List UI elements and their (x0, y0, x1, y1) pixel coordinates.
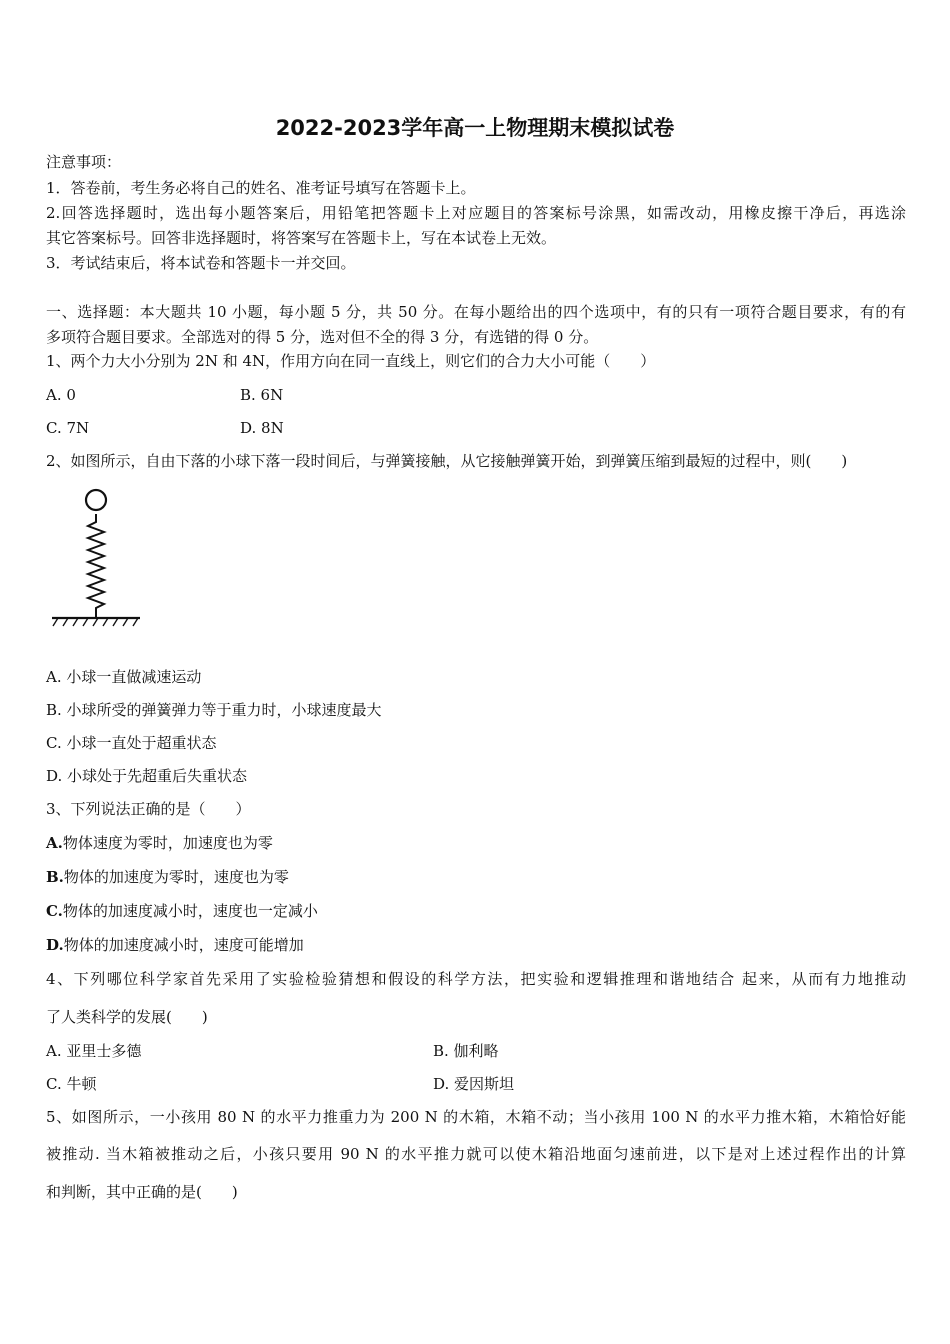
question-4-option-a: A. 亚里士多德 (46, 1042, 142, 1060)
option-letter: D. (46, 936, 64, 954)
question-3-option-c (46, 901, 318, 921)
notice-item: 1．答卷前，考生务必将自己的姓名、准考证号填写在答题卡上。 (46, 179, 476, 197)
question-1-option-a: A. 0 (46, 386, 76, 404)
question-2-option-a: A. 小球一直做减速运动 (46, 668, 202, 686)
question-2-option-c: C. 小球一直处于超重状态 (46, 734, 217, 752)
question-5-stem: 5、如图所示，一小孩用 80 N 的水平力推重力为 200 N 的木箱，木箱不动；当小孩用 100 N 的水平力推木箱，木箱恰好能 (46, 1108, 906, 1126)
section-instructions: 多项符合题目要求。全部选对的得 5 分，选对但不全的得 3 分，有选错的得 0 分。 (46, 328, 599, 346)
question-1-option-d: D. 8N (240, 419, 284, 437)
question-3-stem: 3、下列说法正确的是（ ） (46, 800, 251, 818)
section-instructions: 一、选择题：本大题共 10 小题，每小题 5 分，共 50 分。在每小题给出的四个选项中，有的只有一项符合题目要求，有的有 (46, 303, 906, 321)
option-text: 物体的加速度减小时，速度也一定减小 (62, 902, 318, 920)
question-2-stem: 2、如图所示，自由下落的小球下落一段时间后，与弹簧接触，从它接触弹簧开始，到弹簧压缩到最短的过程中，则( ) (46, 452, 848, 470)
question-4-stem: 了人类科学的发展( ) (46, 1008, 208, 1026)
option-text: 物体的加速度为零时，速度也为零 (63, 868, 289, 886)
question-4-stem: 4、下列哪位科学家首先采用了实验检验猜想和假设的科学方法，把实验和逻辑推理和谐地结合 起来，从而有力地推动 (46, 970, 906, 988)
page-title: 2022-2023学年高一上物理期末模拟试卷 (275, 116, 675, 140)
question-3-option-b (46, 867, 289, 887)
spring-shape (88, 514, 104, 618)
question-3-option-a (46, 833, 273, 853)
option-letter: C. (46, 902, 63, 920)
ball-shape (86, 490, 106, 510)
question-5-stem: 和判断，其中正确的是( ) (46, 1183, 238, 1201)
question-2-option-b: B. 小球所受的弹簧弹力等于重力时，小球速度最大 (46, 701, 382, 719)
notice-item: 3．考试结束后，将本试卷和答题卡一并交回。 (46, 254, 356, 272)
question-1-stem: 1、两个力大小分别为 2N 和 4N，作用方向在同一直线上，则它们的合力大小可能（ ） (46, 352, 656, 370)
question-4-option-c: C. 牛顿 (46, 1075, 97, 1093)
option-letter: B. (46, 868, 64, 886)
option-text: 物体的加速度减小时，速度可能增加 (63, 936, 304, 954)
option-text: 物体速度为零时，加速度也为零 (62, 834, 273, 852)
notice-item: 2.回答选择题时，选出每小题答案后，用铅笔把答题卡上对应题目的答案标号涂黑，如需改动，用橡皮擦干净后，再选涂 (46, 204, 906, 222)
notice-item: 其它答案标号。回答非选择题时，将答案写在答题卡上，写在本试卷上无效。 (46, 229, 557, 247)
notice-heading: 注意事项： (46, 153, 122, 171)
ground-hatching (53, 618, 138, 626)
question-1-option-c: C. 7N (46, 419, 90, 437)
question-3-option-d (46, 935, 304, 955)
question-4-option-b: B. 伽利略 (433, 1042, 499, 1060)
question-5-stem: 被推动. 当木箱被推动之后，小孩只要用 90 N 的水平推力就可以使木箱沿地面匀速前进，以下是对上述过程作出的计算 (46, 1145, 906, 1163)
question-4-option-d: D. 爱因斯坦 (433, 1075, 515, 1093)
option-letter: A. (46, 834, 63, 852)
question-2-option-d: D. 小球处于先超重后失重状态 (46, 767, 248, 785)
ball-spring-figure (46, 484, 146, 632)
question-1-option-b: B. 6N (240, 386, 284, 404)
